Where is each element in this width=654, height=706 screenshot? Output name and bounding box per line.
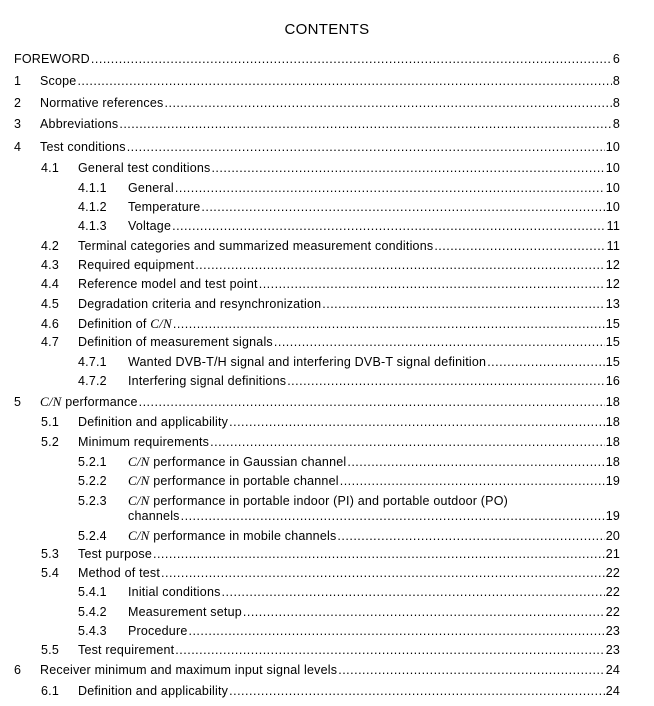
toc-entry[interactable]	[78, 585, 620, 599]
toc-entry-number: 5.2	[41, 435, 59, 449]
toc-entry-page: 22	[605, 605, 620, 619]
toc-entry-number: 6.1	[41, 684, 59, 698]
toc-entry-text: Definition and applicability	[78, 684, 229, 698]
toc-entry-text: Terminal categories and summarized measurement conditions	[78, 239, 434, 253]
dot-leader	[229, 684, 605, 698]
toc-entry-title	[40, 663, 337, 677]
toc-entry-number: 4.1	[41, 161, 59, 175]
toc-entry-number: 4.2	[41, 239, 59, 253]
dot-leader	[195, 258, 605, 272]
toc-entry-title	[78, 684, 228, 698]
toc-entry-title	[14, 52, 90, 66]
dot-leader	[210, 435, 605, 449]
toc-entry-text: Initial conditions	[128, 585, 221, 599]
toc-entry-page: 24	[605, 663, 620, 677]
toc-entry-text: Test requirement	[78, 643, 175, 657]
toc-entry-page: 10	[605, 181, 620, 195]
toc-entry[interactable]	[14, 394, 620, 410]
dot-leader	[338, 663, 604, 677]
toc-entry-text: performance in Gaussian channel	[149, 455, 347, 469]
toc-entry[interactable]	[78, 528, 620, 544]
dot-leader	[139, 395, 605, 409]
toc-entry-italic: C/N	[128, 454, 150, 469]
toc-entry[interactable]	[41, 335, 620, 349]
dot-leader	[175, 181, 605, 195]
toc-entry-page: 6	[612, 52, 620, 66]
dot-leader	[201, 200, 604, 214]
toc-entry-page: 18	[605, 395, 620, 409]
toc-entry-page: 15	[605, 317, 620, 331]
page-title: CONTENTS	[284, 21, 370, 38]
toc-entry-page: 16	[605, 374, 620, 388]
toc-entry-number: 4.7.2	[78, 374, 107, 388]
dot-leader	[188, 624, 604, 638]
dot-leader	[119, 117, 612, 131]
dot-leader	[222, 585, 605, 599]
toc-entry-text: performance in mobile channels	[149, 529, 337, 543]
toc-entry-number: 5.4.1	[78, 585, 107, 599]
toc-entry-number: 5	[14, 395, 22, 409]
dot-leader	[181, 509, 605, 523]
toc-entry[interactable]	[41, 435, 620, 449]
toc-entry-page: 11	[606, 219, 620, 233]
toc-entry-title	[128, 181, 174, 195]
toc-entry-number: 4.1.3	[78, 219, 107, 233]
dot-leader	[274, 335, 605, 349]
toc-entry-title	[78, 161, 210, 175]
toc-entry-text: Temperature	[128, 200, 201, 214]
toc-entry-title	[128, 454, 346, 470]
toc-entry[interactable]	[78, 374, 620, 388]
toc-entry-page: 10	[605, 140, 620, 154]
toc-entry-title	[40, 117, 118, 131]
dot-leader	[161, 566, 605, 580]
toc-entry-number: 5.5	[41, 643, 59, 657]
toc-entry-text: Definition of	[78, 317, 151, 331]
toc-entry[interactable]	[41, 258, 620, 272]
toc-entry-page: 18	[605, 435, 620, 449]
toc-entry[interactable]	[41, 547, 620, 561]
toc-entry-page: 15	[605, 335, 620, 349]
toc-entry[interactable]	[78, 493, 620, 509]
toc-entry-text: Normative references	[40, 96, 164, 110]
toc-entry[interactable]	[41, 239, 620, 253]
toc-entry-number: 5.4.3	[78, 624, 107, 638]
toc-entry-title	[78, 258, 194, 272]
toc-entry-text: Measurement setup	[128, 605, 242, 619]
toc-entry-title	[128, 374, 286, 388]
toc-entry-title	[128, 493, 508, 509]
toc-entry-title	[40, 74, 76, 88]
toc-entry[interactable]	[78, 181, 620, 195]
dot-leader	[91, 52, 612, 66]
toc-entry-page: 21	[605, 547, 620, 561]
dot-leader	[287, 374, 605, 388]
toc-entry-number: 4.7.1	[78, 355, 107, 369]
toc-entry-page: 19	[605, 474, 620, 488]
toc-entry-text: Wanted DVB-T/H signal and interfering DVB-T signal definition	[128, 355, 487, 369]
toc-entry-text: performance	[61, 395, 138, 409]
toc-entry-italic: C/N	[128, 528, 150, 543]
toc-entry-title	[128, 200, 200, 214]
toc-entry-text: Procedure	[128, 624, 188, 638]
toc-entry-text: Test conditions	[40, 140, 126, 154]
toc-entry-title	[78, 316, 172, 332]
toc-entry-page: 20	[605, 529, 620, 543]
toc-entry-text: Degradation criteria and resynchronization	[78, 297, 322, 311]
toc-entry[interactable]	[41, 316, 620, 332]
toc-entry-title	[78, 277, 258, 291]
toc-entry-italic: C/N	[128, 473, 150, 488]
dot-leader	[211, 161, 604, 175]
toc-entry-text: Minimum requirements	[78, 435, 210, 449]
toc-entry-title	[78, 643, 174, 657]
toc-entry-page: 13	[605, 297, 620, 311]
toc-entry-title	[128, 624, 187, 638]
toc-entry-page: 11	[606, 239, 620, 253]
toc-entry[interactable]	[78, 473, 620, 489]
toc-entry[interactable]	[14, 140, 620, 154]
toc-entry[interactable]	[41, 415, 620, 429]
toc-entry[interactable]	[14, 663, 620, 677]
toc-entry-text: FOREWORD	[14, 52, 90, 66]
toc-entry-number: 4.6	[41, 317, 59, 331]
toc-entry[interactable]	[41, 297, 620, 311]
dot-leader	[434, 239, 605, 253]
toc-entry-number: 5.3	[41, 547, 59, 561]
toc-entry-text: Scope	[40, 74, 77, 88]
toc-entry-number: 5.4.2	[78, 605, 107, 619]
toc-entry-page: 10	[605, 200, 620, 214]
toc-entry-number: 1	[14, 74, 22, 88]
toc-entry[interactable]	[78, 355, 620, 369]
toc-entry-page: 10	[605, 161, 620, 175]
toc-entry-number: 5.2.3	[78, 494, 107, 508]
toc-entry[interactable]	[78, 219, 620, 233]
toc-entry-text: Method of test	[78, 566, 161, 580]
toc-entry-page: 8	[612, 96, 620, 110]
toc-entry-page: 8	[612, 74, 620, 88]
toc-entry-text: Receiver minimum and maximum input signal levels	[40, 663, 338, 677]
toc-entry-continuation[interactable]	[128, 509, 620, 523]
toc-entry[interactable]	[78, 624, 620, 638]
toc-entry-text: channels	[128, 509, 180, 523]
toc-entry[interactable]	[41, 643, 620, 657]
toc-entry-italic: C/N	[128, 493, 150, 508]
toc-entry-title	[78, 239, 433, 253]
toc-entry-number: 4.4	[41, 277, 59, 291]
toc-entry-italic: C/N	[150, 316, 172, 331]
dot-leader	[487, 355, 604, 369]
toc-entry-text: Reference model and test point	[78, 277, 258, 291]
dot-leader	[340, 474, 605, 488]
toc-entry-text: Definition of measurement signals	[78, 335, 273, 349]
toc-entry-text: Required equipment	[78, 258, 195, 272]
toc-entry-number: 4.5	[41, 297, 59, 311]
dot-leader	[172, 219, 606, 233]
toc-entry-text: Test purpose	[78, 547, 152, 561]
toc-entry-text: General test conditions	[78, 161, 211, 175]
toc-entry-number: 6	[14, 663, 22, 677]
toc-entry-number: 3	[14, 117, 22, 131]
toc-entry[interactable]	[41, 277, 620, 291]
toc-entry-number: 4.7	[41, 335, 59, 349]
toc-entry-page: 18	[605, 455, 620, 469]
dot-leader	[153, 547, 605, 561]
toc-entry-title	[40, 96, 164, 110]
dot-leader	[173, 317, 605, 331]
toc-entry[interactable]	[41, 684, 620, 698]
toc-entry[interactable]	[14, 52, 620, 66]
toc-entry[interactable]	[14, 117, 620, 131]
toc-entry-page: 18	[605, 415, 620, 429]
toc-entry-page: 12	[605, 258, 620, 272]
dot-leader	[322, 297, 604, 311]
dot-leader	[127, 140, 605, 154]
toc-entry-title	[78, 435, 209, 449]
toc-entry[interactable]	[41, 566, 620, 580]
toc-entry-number: 4.1.2	[78, 200, 107, 214]
toc-entry-title	[40, 140, 126, 154]
toc-entry-italic: C/N	[40, 394, 62, 409]
toc-entry-title	[40, 394, 138, 410]
toc-entry-number: 5.2.4	[78, 529, 107, 543]
toc-entry-page: 22	[605, 585, 620, 599]
toc-entry-text: Abbreviations	[40, 117, 119, 131]
toc-entry-number: 5.2.1	[78, 455, 107, 469]
toc-entry-page: 23	[605, 643, 620, 657]
toc-entry-page: 19	[605, 509, 620, 523]
toc-entry-title	[128, 219, 171, 233]
toc-entry[interactable]	[14, 74, 620, 88]
toc-entry-number: 5.1	[41, 415, 59, 429]
toc-entry-title	[128, 585, 221, 599]
toc-entry-page: 8	[612, 117, 620, 131]
toc-entry-title	[78, 335, 273, 349]
dot-leader	[347, 455, 604, 469]
toc-entry-title	[128, 473, 339, 489]
toc-entry-title	[78, 415, 228, 429]
toc-entry-page: 22	[605, 566, 620, 580]
toc-entry-number: 4	[14, 140, 22, 154]
toc-entry-number: 5.2.2	[78, 474, 107, 488]
toc-entry-number: 4.3	[41, 258, 59, 272]
toc-entry[interactable]	[41, 161, 620, 175]
toc-entry-text: performance in portable indoor (PI) and portable outdoor (PO)	[149, 494, 508, 508]
dot-leader	[229, 415, 605, 429]
toc-entry-number: 4.1.1	[78, 181, 107, 195]
dot-leader	[77, 74, 611, 88]
toc-entry[interactable]	[14, 96, 620, 110]
dot-leader	[243, 605, 605, 619]
toc-entry-number: 2	[14, 96, 22, 110]
dot-leader	[259, 277, 605, 291]
toc-entry-text: Definition and applicability	[78, 415, 229, 429]
dot-leader	[175, 643, 604, 657]
toc-entry-page: 15	[605, 355, 620, 369]
toc-entry-page: 24	[605, 684, 620, 698]
toc-entry-text: Voltage	[128, 219, 172, 233]
dot-leader	[337, 529, 604, 543]
toc-entry-title	[78, 566, 160, 580]
toc-entry-title	[128, 355, 486, 369]
toc-entry-title	[128, 605, 242, 619]
toc-entry-number: 5.4	[41, 566, 59, 580]
toc-entry[interactable]	[78, 200, 620, 214]
toc-entry[interactable]	[78, 454, 620, 470]
toc-entry-page: 23	[605, 624, 620, 638]
toc-entry-text: Interfering signal definitions	[128, 374, 287, 388]
toc-entry[interactable]	[78, 605, 620, 619]
toc-entry-title	[78, 297, 321, 311]
toc-entry-page: 12	[605, 277, 620, 291]
toc-entry-text: General	[128, 181, 174, 195]
dot-leader	[165, 96, 612, 110]
toc-entry-title	[78, 547, 152, 561]
toc-entry-title	[128, 528, 336, 544]
toc-entry-text: performance in portable channel	[149, 474, 339, 488]
